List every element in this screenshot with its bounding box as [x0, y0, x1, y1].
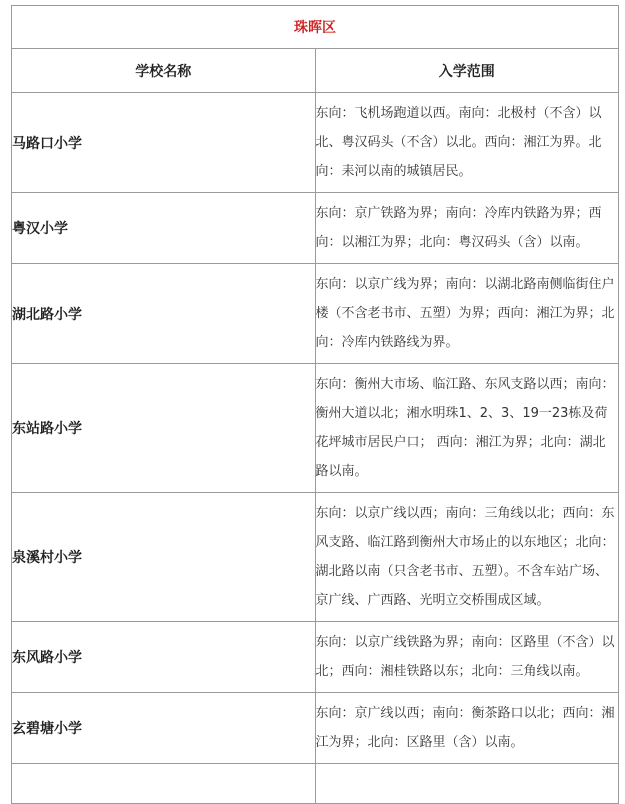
district-title: 珠晖区: [12, 6, 619, 49]
school-name: 粤汉小学: [12, 193, 316, 264]
enrollment-range: [315, 364, 619, 493]
enrollment-range-text: 东向：衡州大市场、临江路、东风支路以西；南向：衡州大道以北；湘水明珠1、2、3、19一23栋及荷花坪城市居民户口； 西向：湘江为界；北向：湖北路以南。: [315, 377, 615, 479]
enrollment-range: [315, 264, 619, 364]
enrollment-range-text: 东向：京广线以西；南向：衡茶路口以北；西向：湘江为界；北向：区路里（含）以南。: [315, 706, 615, 750]
table-row: [12, 493, 619, 622]
enrollment-range-text: 东向：以京广线为界；南向：以湖北路南侧临街住户楼（不含老书市、五塑）为界；西向：湘江为界；北向：冷库内铁路线为界。: [315, 277, 615, 350]
table-row: [12, 264, 619, 364]
school-name: 泉溪村小学: [12, 493, 316, 622]
enrollment-range-text: 东向：以京广线以西；南向：三角线以北；西向：东风支路、临江路到衡州大市场止的以东地区；北向：湖北路以南（只含老书市、五塑）。不含车站广场、京广线、广西路、光明立交桥围成区域。: [315, 506, 615, 608]
enrollment-range: [315, 193, 619, 264]
school-name-empty: [12, 764, 316, 804]
table-row: [12, 693, 619, 764]
school-name: 东站路小学: [12, 364, 316, 493]
school-name: 马路口小学: [12, 93, 316, 193]
table-row: [12, 622, 619, 693]
table-row: [12, 193, 619, 264]
table-row-partial: [12, 764, 619, 804]
school-name: 玄碧塘小学: [12, 693, 316, 764]
enrollment-range-text: 东向：京广铁路为界；南向：冷库内铁路为界；西向：以湘江为界；北向：粤汉码头（含）以南。: [315, 206, 602, 250]
school-name: 东风路小学: [12, 622, 316, 693]
enrollment-range: [315, 93, 619, 193]
enrollment-range: [315, 693, 619, 764]
table-row: [12, 364, 619, 493]
enrollment-range: [315, 622, 619, 693]
enrollment-range-empty: [315, 764, 619, 804]
enrollment-range: [315, 493, 619, 622]
header-school-name: 学校名称: [12, 49, 316, 93]
enrollment-range-text: 东向：飞机场跑道以西。南向：北极村（不含）以北、粤汉码头（不含）以北。西向：湘江为界。北向：耒河以南的城镇居民。: [315, 106, 602, 179]
school-name: 湖北路小学: [12, 264, 316, 364]
header-enrollment-range: 入学范围: [315, 49, 619, 93]
table-row: [12, 93, 619, 193]
enrollment-range-text: 东向：以京广线铁路为界；南向：区路里（不含）以北；西向：湘桂铁路以东；北向：三角线以南。: [315, 635, 615, 679]
enrollment-table: [11, 5, 619, 804]
